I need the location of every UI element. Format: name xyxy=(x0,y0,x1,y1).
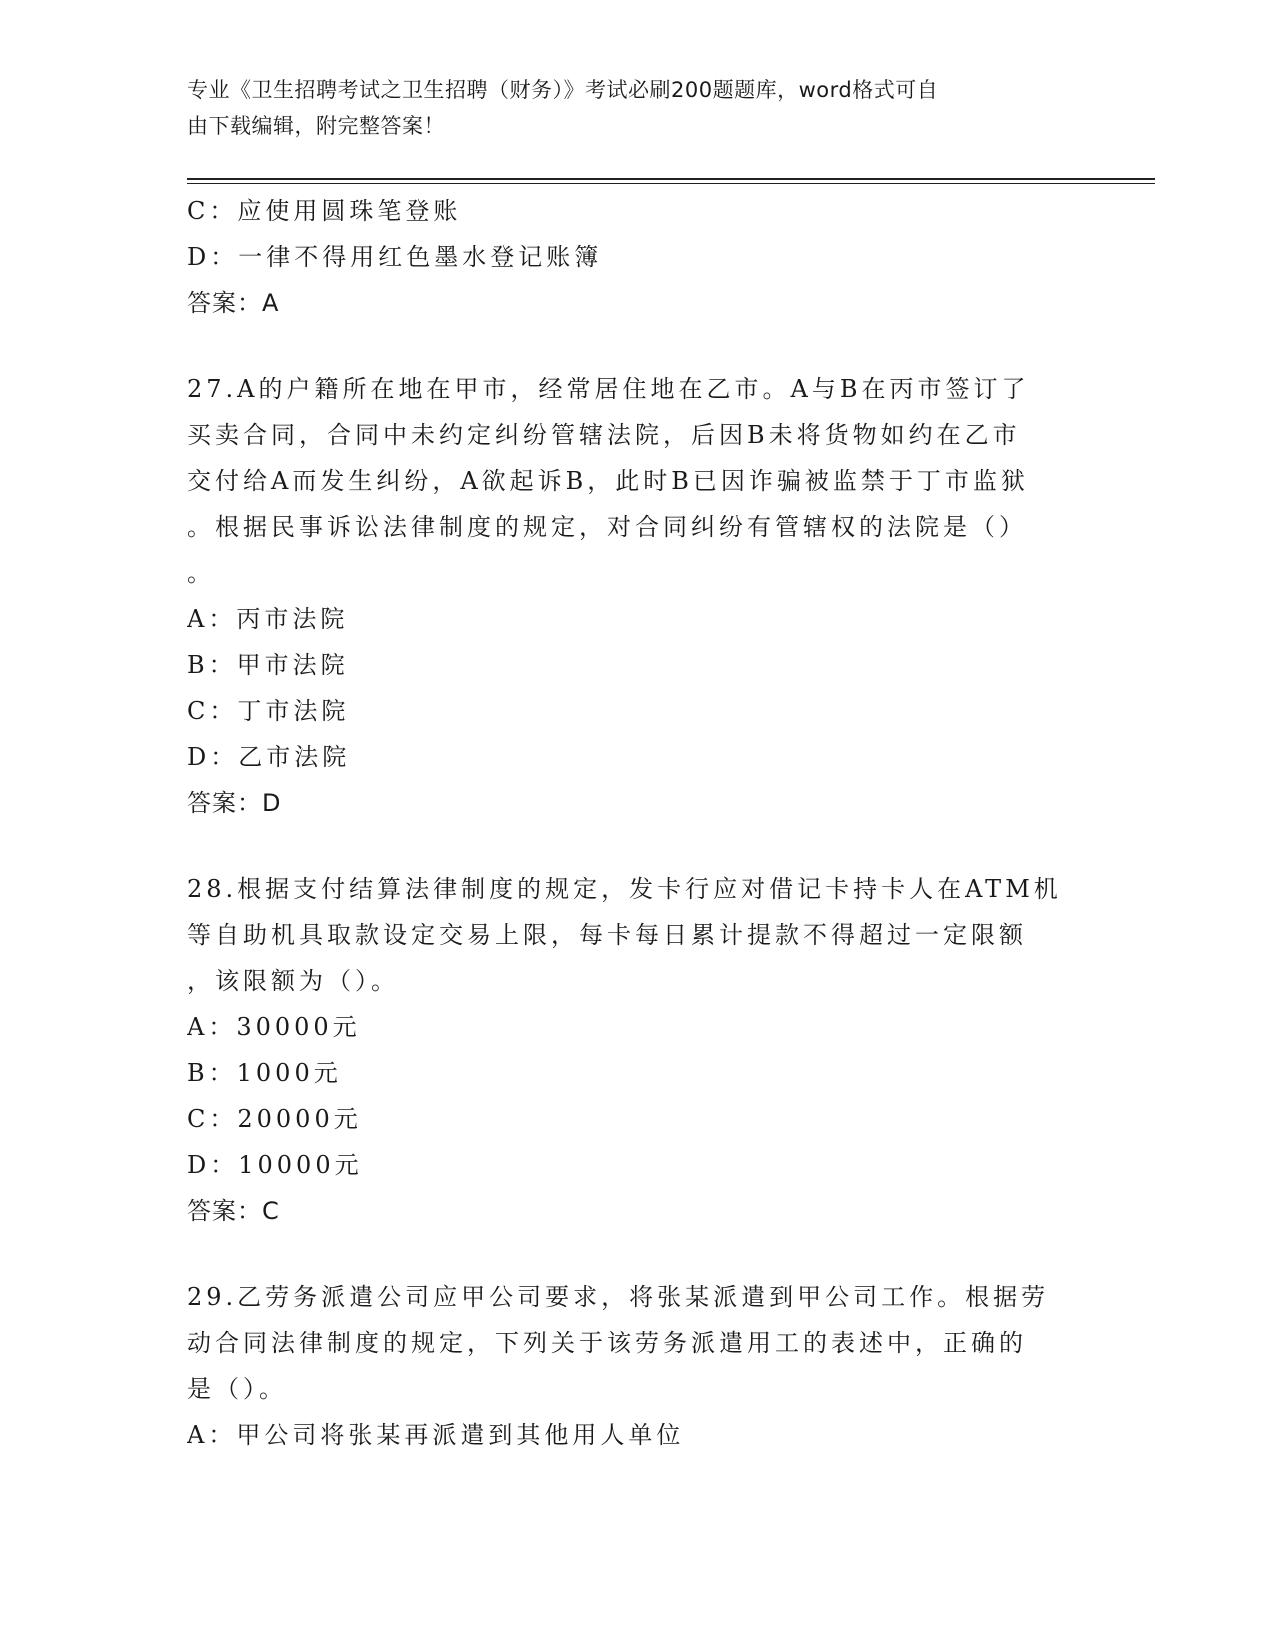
question-stem-line: 等自助机具取款设定交易上限，每卡每日累计提款不得超过一定限额 xyxy=(187,921,1027,949)
header-divider-thick xyxy=(187,178,1155,180)
question-block-27 xyxy=(187,366,1087,826)
option-b: B：1000元 xyxy=(187,1059,342,1087)
option-c: C：20000元 xyxy=(187,1105,362,1133)
answer-label: 答案：C xyxy=(187,1197,280,1225)
option-d: D：一律不得用红色墨水登记账簿 xyxy=(187,243,603,271)
question-block-26 xyxy=(187,188,1087,326)
question-block-29 xyxy=(187,1274,1087,1458)
question-stem-line: 29.乙劳务派遣公司应甲公司要求，将张某派遣到甲公司工作。根据劳 xyxy=(187,1283,1050,1311)
answer-label: 答案：A xyxy=(187,289,280,317)
option-a: A：丙市法院 xyxy=(187,605,349,633)
option-a: A：甲公司将张某再派遣到其他用人单位 xyxy=(187,1421,685,1449)
question-stem-line: 买卖合同，合同中未约定纠纷管辖法院，后因B未将货物如约在乙市 xyxy=(187,421,1021,449)
option-c: C：应使用圆珠笔登账 xyxy=(187,197,462,225)
option-a: A：30000元 xyxy=(187,1013,361,1041)
question-stem-line: 27.A的户籍所在地在甲市，经常居住地在乙市。A与B在丙市签订了 xyxy=(187,375,1030,403)
header-divider-thin xyxy=(187,183,1155,184)
option-d: D：乙市法院 xyxy=(187,743,351,771)
header-title-line-1: 专业《卫生招聘考试之卫生招聘（财务）》考试必刷200题题库，word格式可自 xyxy=(187,78,939,102)
option-b: B：甲市法院 xyxy=(187,651,349,679)
document-header xyxy=(187,72,1087,144)
question-spacer xyxy=(187,826,1087,866)
option-c: C：丁市法院 xyxy=(187,697,350,725)
question-stem-line: ，该限额为（）。 xyxy=(187,967,399,995)
question-stem-line: 28.根据支付结算法律制度的规定，发卡行应对借记卡持卡人在ATM机 xyxy=(187,875,1062,903)
option-d: D：10000元 xyxy=(187,1151,363,1179)
question-spacer xyxy=(187,326,1087,366)
question-stem-line: 。 xyxy=(187,559,215,587)
header-title-line-2: 由下载编辑，附完整答案！ xyxy=(187,114,445,138)
question-block-28 xyxy=(187,866,1087,1234)
question-stem-line: 。根据民事诉讼法律制度的规定，对合同纠纷有管辖权的法院是（） xyxy=(187,513,1027,541)
question-content xyxy=(187,188,1087,1458)
answer-label: 答案：D xyxy=(187,789,282,817)
question-stem-line: 是（）。 xyxy=(187,1375,287,1403)
question-spacer xyxy=(187,1234,1087,1274)
question-stem-line: 动合同法律制度的规定，下列关于该劳务派遣用工的表述中，正确的 xyxy=(187,1329,1027,1357)
question-stem-line: 交付给A而发生纠纷，A欲起诉B，此时B已因诈骗被监禁于丁市监狱 xyxy=(187,467,1029,495)
